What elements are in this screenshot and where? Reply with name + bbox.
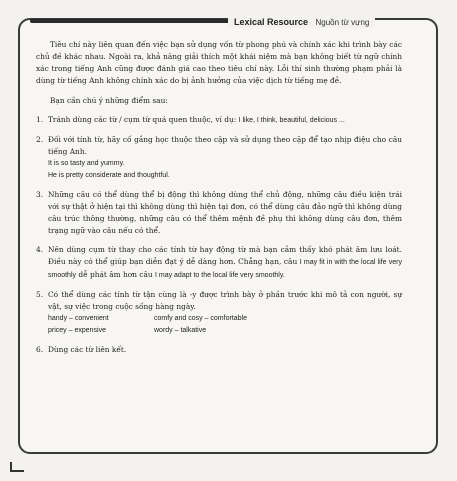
- item-text: Những câu có thể dùng thể bị động thì không dùng thể chủ động, những câu điều kiện trái với sự thật ở hiện tại thì không dùng thì hiện tại đơn, có thể dùng câu đảo ngữ thì không dùng câu trúc thông thường, những câu có thể thêm mệnh đề phụ thì không dùng câu đơn, thêm trạng ngữ vào câu nếu có thể.: [48, 190, 402, 235]
- item-example: I may fit in with the local life very smoothly: [48, 259, 402, 279]
- item-number: 6.: [36, 345, 44, 354]
- item-text: Dùng các từ liên kết.: [48, 345, 127, 354]
- item-example: It is so tasty and yummy.: [48, 160, 125, 167]
- list-item: [36, 114, 402, 127]
- body-text: [36, 39, 402, 363]
- item-number: 1.: [36, 115, 44, 124]
- list-item: [36, 289, 402, 337]
- item-text: Nên dùng cụm từ thay cho các tính từ hay động từ mà bạn cảm thấy khó phát âm lưu loát. Điều này có thể giúp bạn diễn đạt ý dễ dàng hơn. Chẳng hạn, câu: [48, 245, 402, 266]
- intro-paragraph: Tiêu chí này liên quan đến việc bạn sử dụng vốn từ phong phú và chính xác khi trình bày các chủ đề khác nhau. Ngoài ra, khả năng giải thích một khái niệm mà bạn không biết từ ngữ chính xác trong tiếng Anh cũng được đánh giá cao theo tiêu chí này. Lỗi thí sinh thường phạm phải là dùng từ tiếng Anh không chính xác do bị ảnh hưởng của việc dịch từ tiếng mẹ đẻ.: [36, 40, 402, 85]
- list-item: [36, 244, 402, 282]
- item-example: I may adapt to the local life very smoothly.: [154, 272, 285, 279]
- item-text: Đối với tính từ, hãy cố gắng học thuộc theo cặp và sử dụng theo cặp để tạo nhịp điệu cho câu tiếng Anh.: [48, 135, 402, 156]
- list-item: [36, 134, 402, 182]
- word-pair: pricey – expensive: [48, 327, 106, 334]
- word-pair: wordy – talkative: [154, 327, 207, 334]
- item-number: 5.: [36, 290, 44, 299]
- intro-line: Bạn cần chú ý những điểm sau:: [50, 96, 168, 105]
- item-text: Có thể dùng các tính từ tận cùng là -y được trình bày ở phần trước khi mô tả con người, sự vật, sự việc trong cuộc sống hàng ngày.: [48, 290, 402, 311]
- item-number: 4.: [36, 245, 44, 254]
- item-text-after: dễ phát âm hơn câu: [78, 270, 153, 279]
- corner-mark: [10, 462, 24, 472]
- section-header: [228, 12, 375, 28]
- word-pair: handy – convenient: [48, 315, 109, 322]
- item-number: 3.: [36, 190, 44, 199]
- item-text: Tránh dùng các từ / cụm từ quá quen thuộc, ví dụ:: [48, 115, 237, 124]
- list-item: [36, 344, 402, 356]
- tips-list: [36, 114, 402, 356]
- word-pairs: [48, 313, 402, 337]
- list-item: [36, 189, 402, 237]
- word-pair: comfy and cosy – comfortable: [154, 315, 247, 322]
- item-number: 2.: [36, 135, 44, 144]
- item-example: He is pretty considerate and thoughtful.: [48, 172, 170, 179]
- section-subtitle: Nguồn từ vựng: [315, 18, 370, 27]
- section-title: Lexical Resource: [234, 17, 309, 27]
- header-rule: [30, 19, 230, 23]
- item-example: I like, I think, beautiful, delicious ...: [238, 117, 345, 124]
